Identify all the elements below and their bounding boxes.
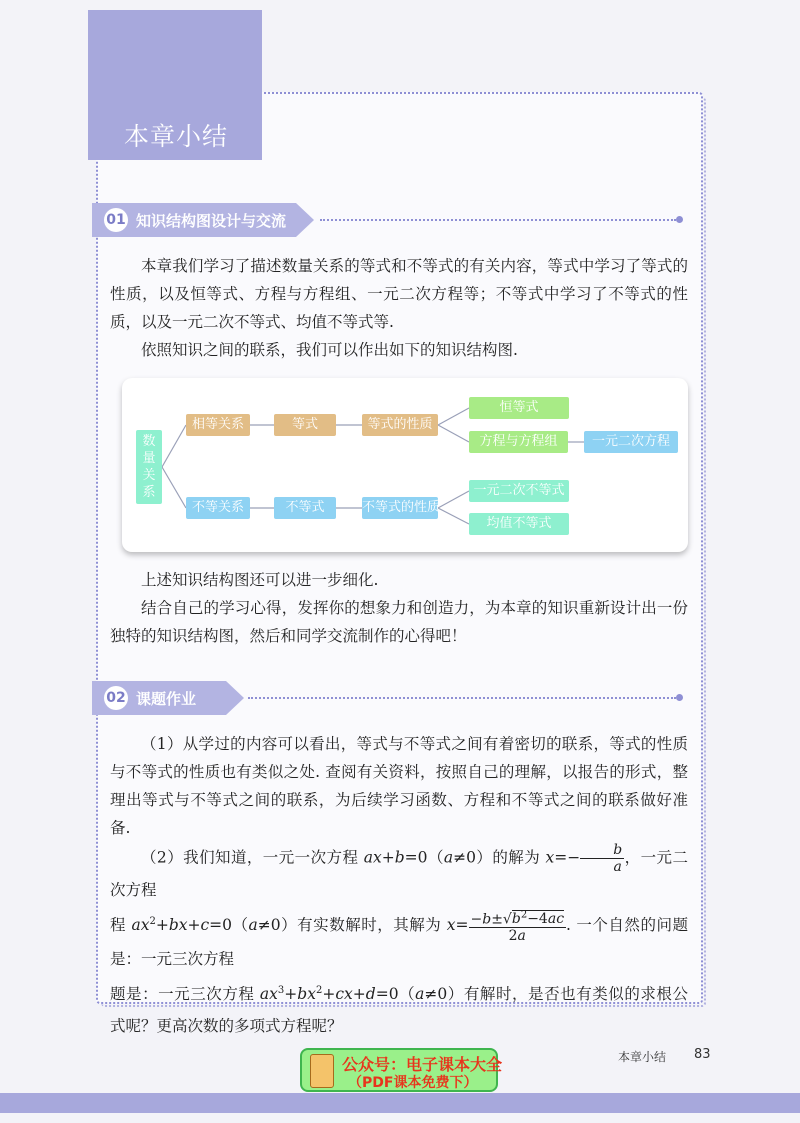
node-equations-systems: 方程与方程组: [469, 431, 568, 453]
footer-chapter-label: 本章小结: [618, 1050, 667, 1064]
section-header-2: [92, 681, 692, 715]
text-run: ，一元二次方程: [110, 848, 688, 899]
paragraph: 上述知识结构图还可以进一步细化.: [141, 571, 379, 589]
homework-item-1: （1）从学过的内容可以看出，等式与不等式之间有着密切的联系，等式的性质与不等式的性质也有类似之处. 查阅有关资料，按照自己的理解，以报告的形式，整理出等式与不等式之间的联系，为后续学习函数、方程和不等式之间的联系做好准备.: [110, 735, 688, 837]
page-number: 83: [694, 1047, 711, 1062]
node-quadratic-equation: 一元二次方程: [584, 431, 678, 453]
homework-item-2: （2）我们知道，一元一次方程 ax+b=0（a≠0）的解为 x=− $\frac{b}{a}$ ，一元二次方程 程 $ax^2+bx+c=0(a\ne 0)$有实数解时，其解为 x= $\frac{-b\pm√b^2-4ac}{2a}$ . 一个自然的问题是：一元三次方程 题是：一元三次方程 $ax^3+bx^2+cx+d=0(a\ne 0)$有解时，是否也有类似的求根公式呢？更高次数的多项式方程呢？: [110, 842, 688, 1035]
dotted-rule: [248, 697, 676, 699]
node-quantity-relations: 数 量 关 系: [136, 430, 162, 504]
bottom-bar: [0, 1093, 800, 1113]
node-mean-inequality: 均值不等式: [469, 513, 569, 535]
rule-end-dot: [676, 694, 683, 701]
text-run: 有实数解时，其解为: [297, 916, 442, 935]
formula-quadratic-equation: ax: [131, 916, 150, 935]
diagram-connectors: [122, 378, 688, 552]
text-run: （2）我们知道，一元一次方程: [141, 848, 359, 867]
rule-end-dot: [676, 216, 683, 223]
text-run: 有解时，是否也有类似的求根公式呢？更高次数的多项式方程呢？: [110, 985, 688, 1035]
node-equation: 等式: [274, 414, 336, 436]
node-equation-properties: 等式的性质: [362, 414, 438, 436]
book-icon: [310, 1054, 334, 1088]
node-inequality-relation: 不等关系: [186, 497, 250, 519]
formula-linear-equation: ax: [363, 848, 382, 867]
node-inequality: 不等式: [274, 497, 336, 519]
section-header-1: [92, 203, 692, 237]
chapter-title: 本章小结: [124, 122, 229, 151]
paragraph: 依照知识之间的联系，我们可以作出如下的知识结构图.: [141, 341, 518, 359]
formula-cubic-equation: ax: [259, 985, 278, 1004]
node-inequality-properties: 不等式的性质: [362, 497, 438, 519]
node-identity: 恒等式: [469, 397, 569, 419]
section-number: 02: [104, 686, 128, 710]
formula-quadratic-roots: $\frac{-b\pm√b^2-4ac}{2a}$: [470, 909, 565, 945]
promo-banner: [300, 1048, 503, 1092]
paragraph: 结合自己的学习心得，发挥你的想象力和创造力，为本章的知识重新设计出一份独特的知识结构图，然后和同学交流制作的心得吧！: [110, 599, 688, 645]
knowledge-structure-diagram: [122, 378, 688, 552]
promo-line-2: （PDF课本免费下）: [348, 1075, 478, 1091]
text-run: . 一个自然的问题是：一元三次方程: [110, 916, 688, 969]
paragraph: 本章我们学习了描述数量关系的等式和不等式的有关内容，等式中学习了等式的性质，以及恒等式、方程与方程组、一元二次方程等；不等式中学习了不等式的性质，以及一元二次不等式、均值不等式等.: [110, 257, 688, 331]
node-equality-relation: 相等关系: [186, 414, 250, 436]
formula-fraction: $\frac{b}{a}$: [580, 842, 624, 875]
promo-line-1: 公众号：电子课本大全: [342, 1055, 503, 1074]
node-quadratic-inequality: 一元二次不等式: [469, 480, 569, 502]
section-title: 课题作业: [136, 690, 197, 708]
section-title: 知识结构图设计与交流: [136, 212, 287, 230]
section-number: 01: [104, 208, 128, 232]
text-run: 的解为: [492, 848, 541, 867]
dotted-rule: [320, 219, 676, 221]
